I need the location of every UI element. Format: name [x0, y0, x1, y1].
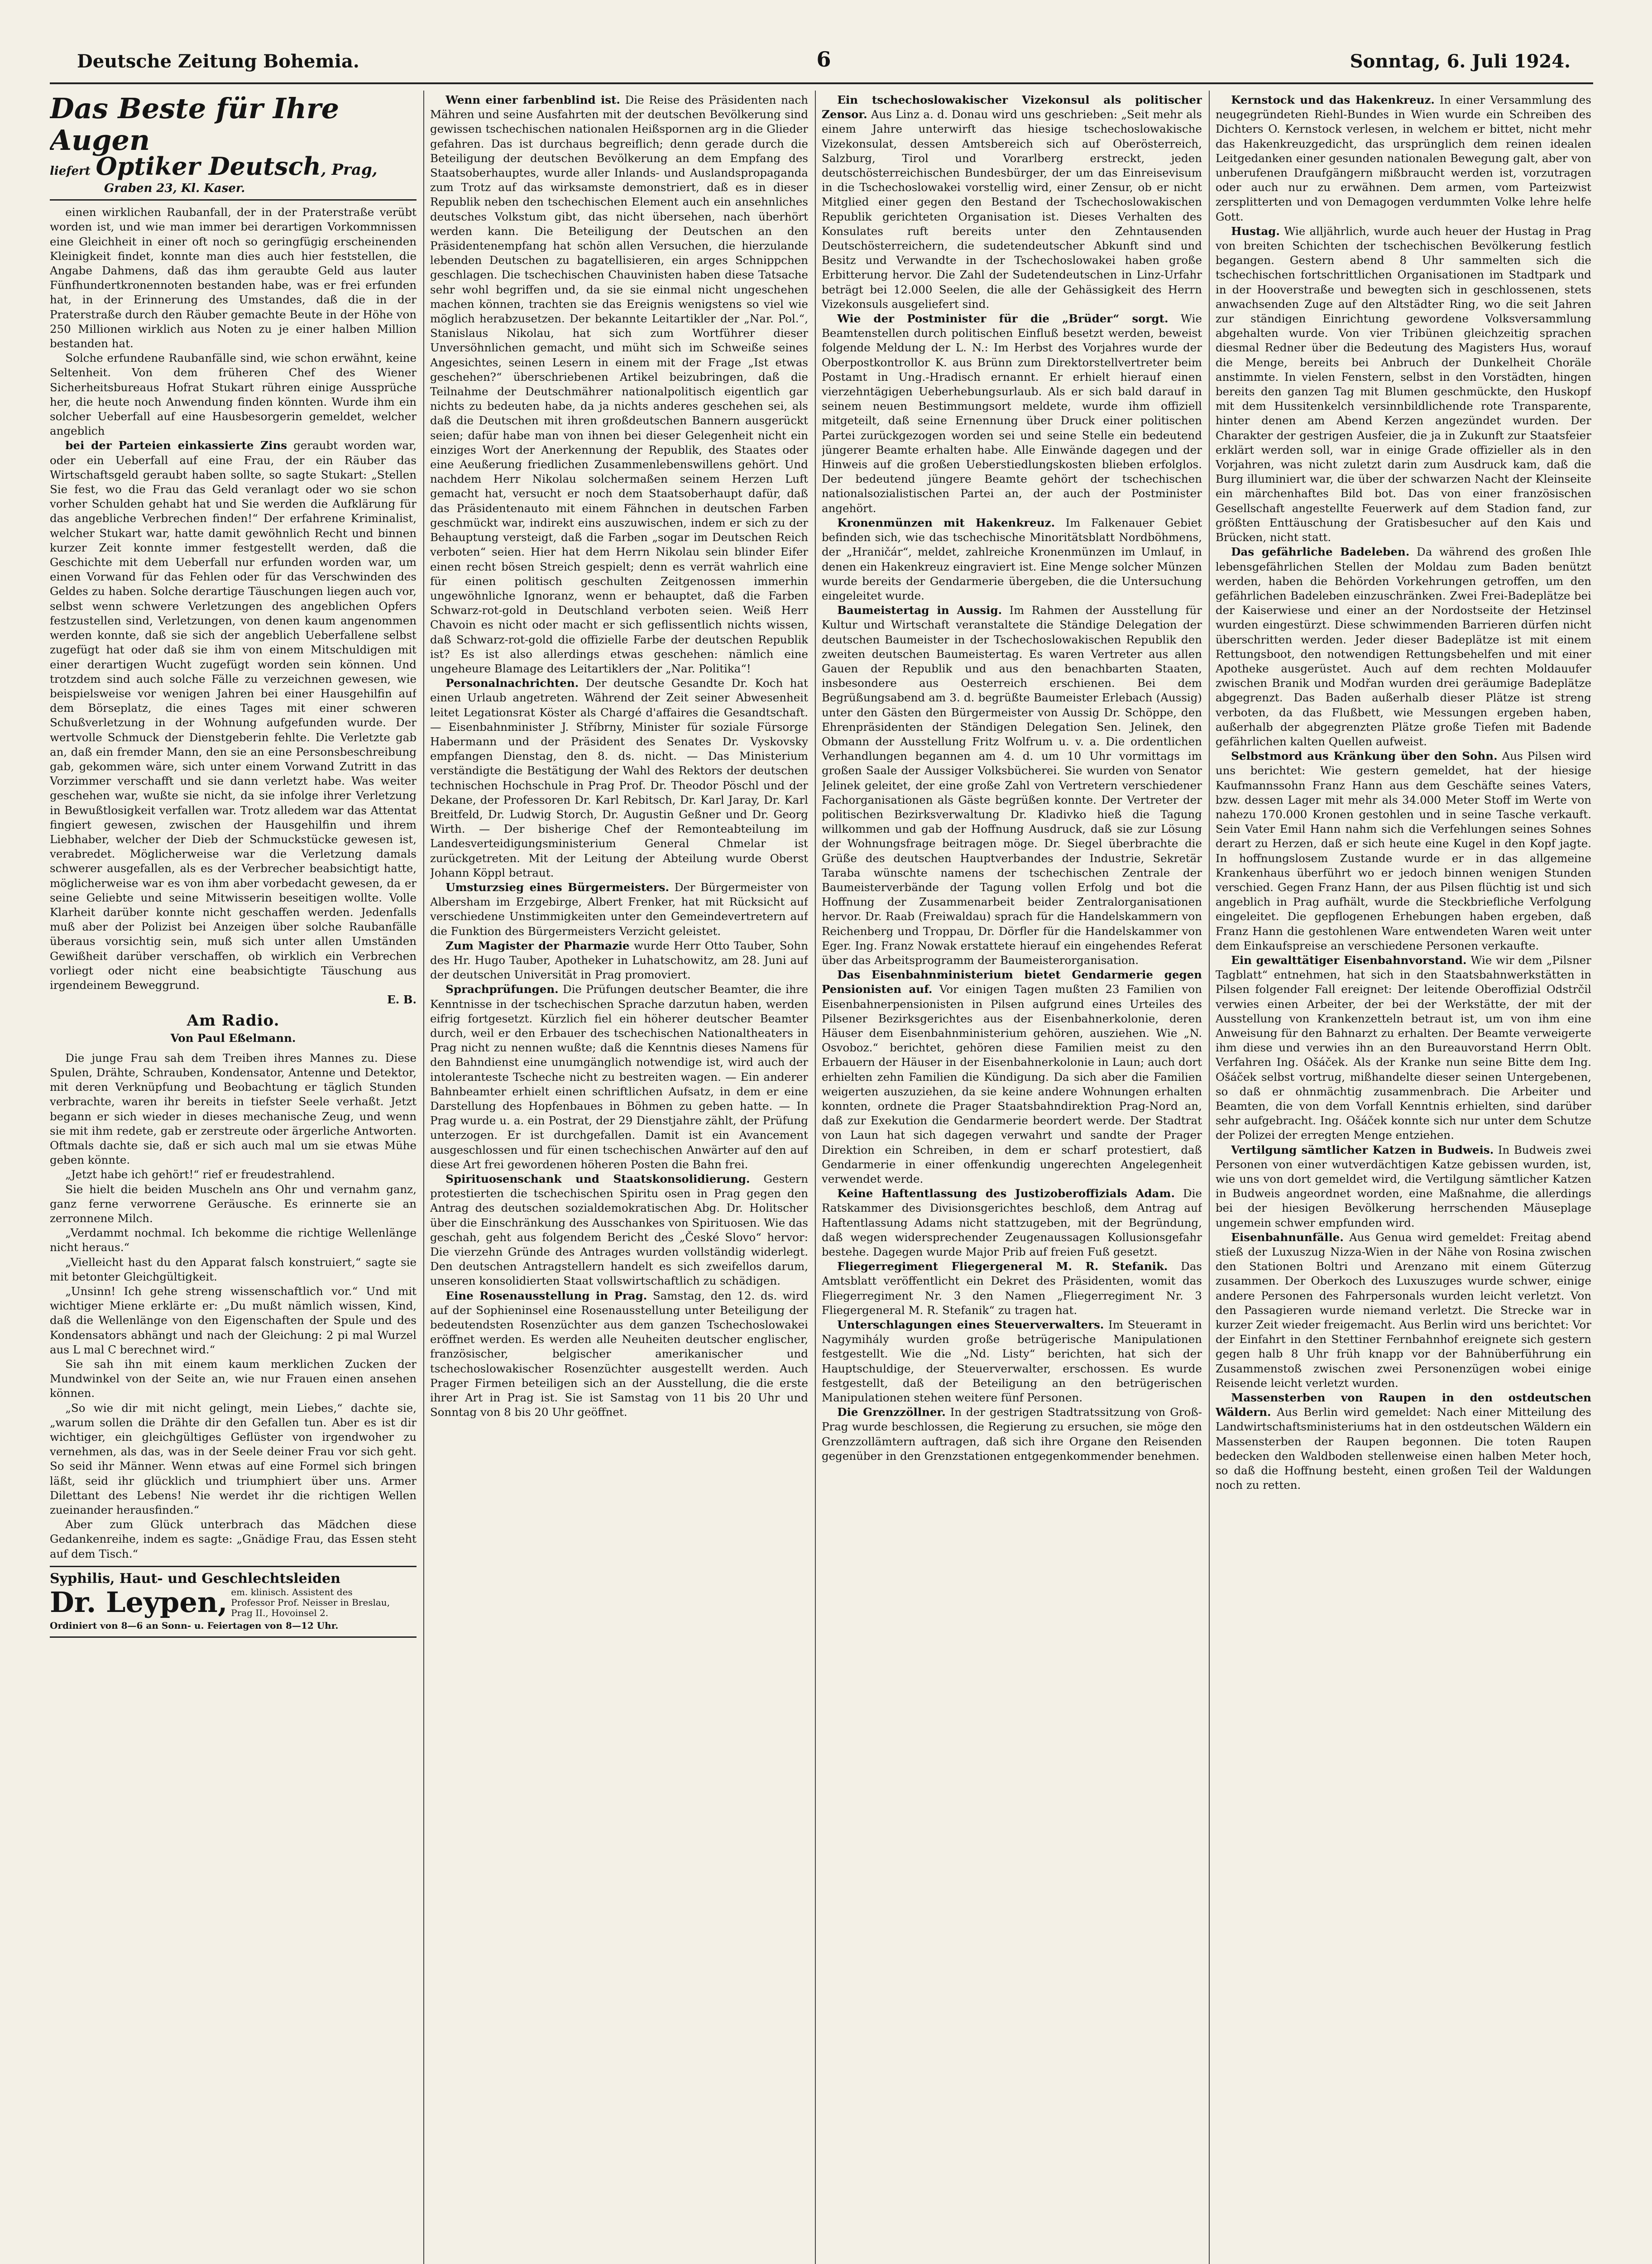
- paragraph: Solche erfundene Raubanfälle sind, wie schon erwähnt, keine Seltenheit. Von dem früheren Chef des Wiener Sicherheitsbureaus Hofrat Stukart rühren einige Aussprüche her, die heute noch Anwendung finden könnten. Wurde ihm ein solcher Ueberfall auf eine Hausbesorgerin gemeldet, welcher angeblich: [50, 351, 417, 438]
- news-item: [1216, 953, 1591, 1143]
- ad-details: em. klinisch. Assistent des Professor Prof. Neisser in Breslau, Prag II., Hovoinsel 2.: [231, 1586, 390, 1618]
- news-heading: Vertilgung sämtlicher Katzen in Budweis.: [1231, 1143, 1494, 1156]
- news-item: [822, 968, 1202, 1186]
- news-text: Das Amtsblatt veröffentlicht ein Dekret des Präsidenten, womit das Fliegerregiment Nr. 3 den Namen „Fliegerregiment Nr. 3 Fliegergeneral M. R. Stefanik“ zu tragen hat.: [822, 1260, 1202, 1317]
- news-item: [430, 93, 808, 676]
- news-text: Aus Genua wird gemeldet: Freitag abend stieß der Luxuszug Nizza-Wien in der Nähe von Rosina zwischen den Stationen Boltri und Arenzano mit einem Güterzug zusammen. Der Oberkoch des Luxuszuges wurde schwer, einige andere Personen des Fahrpersonals wurden leicht verletzt. Von den Passagieren wurde niemand verletzt. Die Strecke war in kurzer Zeit wieder freigemacht. Aus Berlin wird uns berichtet: Vor der Einfahrt in den Stettiner Fernbahnhof ereignete sich gestern gegen halb 8 Uhr früh knapp vor der Bahnüberführung ein Zusammenstoß zwischen zwei Personenzügen wobei einige Reisende leicht verletzt wurden.: [1216, 1230, 1591, 1390]
- news-text: Wie wir dem „Pilsner Tagblatt“ entnehmen, hat sich in den Staatsbahnwerkstätten in Pilsen folgender Fall ereignet: Der leitende Oberoffizial Odstrčil verwies einen Arbeiter, der bei der Werkstätte, der mit der Ausstellung von Krankenzetteln betraut ist, um von ihm eine Anweisung für den Bahnarzt zu erhalten. Der Beamte verweigerte ihm diese und verwies ihn an den Bureauvorstand Herrn Oblt. Verfahren Ing. Ošáček. Als der Kranke nun seine Bitte dem Ing. Ošáček selbst vortrug, mißhandelte dieser seinen Untergebenen, so daß er ohnmächtig zusammenbrach. Die Arbeiter und Beamten, die von dem Vorfall Kenntnis erhielten, sind darüber sehr aufgebracht. Ing. Ošáček konnte sich nur unter dem Schutze der Polizei der erregten Menge entziehen.: [1216, 953, 1591, 1142]
- news-heading: Personalnachrichten.: [445, 676, 579, 690]
- paragraph: „So wie dir mit nicht gelingt, mein Liebes,“ dachte sie, „warum sollen die Drähte dir den Gefallen tun. Aber es ist dir wichtiger, ein gleichgültiges Geflüster von irgendwoher zu vernehmen, als das, was in der Seele deiner Frau vor sich geht. So seid ihr Männer. Wenn etwas auf eine Formel sich bringen läßt, seid ihr glücklich und triumphiert über uns. Armer Dilettant des Lebens! Nie werdet ihr die richtigen Wellen zueinander herausfinden.“: [50, 1401, 417, 1517]
- news-item: [430, 676, 808, 880]
- paragraph: Aber zum Glück unterbrach das Mädchen diese Gedankenreihe, indem es sagte: „Gnädige Frau, das Essen steht auf dem Tisch.“: [50, 1518, 417, 1560]
- news-text: Aus Berlin wird gemeldet: Nach einer Mitteilung des Landwirtschaftsministeriums hat in den ostdeutschen Wäldern ein Massensterben der Raupen begonnen. Die toten Raupen bedecken den Waldboden stellenweise einen halben Meter hoch, so daß die Hoffnung besteht, einen großen Teil der Waldungen noch zu retten.: [1216, 1405, 1591, 1492]
- news-heading: Kronenmünzen mit Hakenkreuz.: [837, 516, 1055, 529]
- news-item: [822, 1318, 1202, 1405]
- news-text: Die Ratskammer des Divisionsgerichtes beschloß, dem Antrag auf Haftentlassung Adams nicht stattzugeben, mit der Begründung, daß wegen widersprechender Zeugenaussagen Kollusionsgefahr bestehe. Dagegen wurde Major Prib auf freien Fuß gesetzt.: [822, 1187, 1202, 1259]
- news-heading: Eisenbahnunfälle.: [1231, 1230, 1344, 1244]
- news-heading: Massensterben von Raupen in den ostdeutschen Wäldern.: [1216, 1391, 1591, 1419]
- news-text: Der Bürgermeister von Albersham im Erzgebirge, Albert Frenker, hat mit Rücksicht auf verschiedene Unstimmigkeiten unter den Gemeindevertretern auf die Funktion des Bürgermeisters Verzicht geleistet.: [430, 880, 808, 938]
- article-title: Am Radio.: [187, 1012, 280, 1030]
- news-text: Wie Beamtenstellen durch politischen Einfluß besetzt werden, beweist folgende Meldung der L. N.: Im Herbst des Vorjahres wurde der Oberpostkontrollor K. aus Brünn zum Direktorstellvertreter beim Postamt in Ung.-Hradisch ernannt. Er erhielt hierauf einen vierzehntägigen Ueberhebungsurlaub. Als er sich bald darauf in seinem neuen Bestimmungsort meldete, wurde ihm offiziell mitgeteilt, daß seine Ernennung über Druck einer politischen Partei zurückgezogen worden sei und seine Stelle ein bedeutend jüngerer Beamte erhalten habe. Alle Einwände dagegen und der Hinweis auf die großen Ueberstiedlungskosten blieben erfolglos. Der bedeutend jüngere Beamte gehört der tschechischen nationalsozialistischen Partei an, der auch der Postminister angehört.: [822, 312, 1202, 515]
- news-heading: Selbstmord aus Kränkung über den Sohn.: [1231, 749, 1498, 763]
- news-item: [1216, 1143, 1591, 1230]
- news-item: [822, 1186, 1202, 1259]
- news-text: In der gestrigen Stadtratssitzung von Groß-Prag wurde beschlossen, die Regierung zu ersuchen, sie möge den Grenzzollämtern auftragen, daß sich ihre Organe den Reisenden gegenüber in den Grenzstationen entgegenkommender benehmen.: [822, 1405, 1202, 1463]
- news-text: Da während des großen Ihle lebensgefährlichen Stellen der Moldau zum Baden benützt werden, haben die Behörden Vorkehrungen getroffen, um den gefährlichen Badeleben einzuschränken. Zwei Frei-Badeplätze bei der Kaiserwiese und einer an der Nordostseite der Hetzinsel wurden eingestürzt. Diese schwimmenden Barrieren dürfen nicht überschritten werden. Jeder dieser Badeplätze ist mit einem Rettungsboot, den notwendigen Rettungsbehelfen und mit einer Apotheke ausgerüstet. Auch auf dem rechten Moldauufer zwischen Branik und Modřan wurden drei geräumige Badeplätze abgegrenzt. Das Baden außerhalb dieser Plätze ist streng verboten, da das Flußbett, wie Messungen ergeben haben, außerhalb der abgegrenzten Plätze große Tiefen mit Badende gefährlichen kalten Quellen aufweist.: [1216, 545, 1591, 748]
- paragraph: „Vielleicht hast du den Apparat falsch konstruiert,“ sagte sie mit betonter Gleichgültigkeit.: [50, 1255, 417, 1283]
- news-text: In Budweis zwei Personen von einer wutverdächtigen Katze gebissen wurden, ist, wie uns von dort gemeldet wird, die Vertilgung sämtlicher Katzen in Budweis angeordnet worden, eine Maßnahme, die allerdings bei der hiesigen Bevölkerung herrschenden Mäuseplage ungemein schwer empfunden wird.: [1216, 1143, 1591, 1229]
- news-heading: Wenn einer farbenblind ist.: [445, 93, 620, 106]
- news-item: [430, 982, 808, 1172]
- column-1: [50, 93, 417, 2264]
- news-text: Im Rahmen der Ausstellung für Kultur und Wirtschaft veranstaltete die Ständige Delegation der deutschen Baumeister in der Tschechoslowakischen Republik den zweiten deutschen Baumeistertag. Es waren Vertreter aus allen Gauen der Republik und aus den benachbarten Staaten, insbesondere aus Oesterreich erschienen. Bei dem Begrüßungsabend am 3. d. begrüßte Baumeister Erlebach (Aussig) unter den Gästen den Bürgermeister von Aussig Dr. Schöppe, den Ehrenpräsidenten der Ständigen Delegation Sen. Jelinek, den Obmann der Ausstellung Fritz Wolfrum u. v. a. Die ordentlichen Verhandlungen begannen am 4. d. um 10 Uhr vormittags im großen Saale der Aussiger Volksbücherei. Sie wurden von Senator Jelinek geleitet, der eine große Zahl von Vertretern verschiedener Fachorganisationen als Gäste begrüßen konnte. Der Vertreter der politischen Bezirksverwaltung Dr. Kladivko hieß die Tagung willkommen und gab der Hoffnung Ausdruck, daß sie zur Lösung der Wohnungsfrage beitragen möge. Dr. Siegel überbrachte die Grüße des deutschen Hauptverbandes der Industrie, Sekretär Taraba wünschte namens der tschechischen Zentrale der Baumeisterverbände der Tagung vollen Erfolg und bot die Hoffnung der Zusammenarbeit beider Zentralorganisationen hervor. Dr. Raab (Freiwaldau) sprach für die Handelskammern von Reichenberg und Troppau, Dr. Dörfler für die Handelskammer von Eger. Ing. Franz Nowak erstattete hierauf ein eingehendes Referat über das Arbeitsprogramm der Baumeisterorganisation.: [822, 604, 1202, 967]
- news-heading: Ein gewalttätiger Eisenbahnvorstand.: [1231, 953, 1467, 967]
- paragraph-text: geraubt worden war, oder ein Ueberfall auf eine Frau, der ein Räuber das Wirtschaftsgeld geraubt haben sollte, so sagte Stukart: „Stellen Sie fest, wo die Frau das Geld veranlagt oder wo sie schon vorher Schulden gehabt hat und Sie werden die Aufklärung für das angebliche Verbrechen finden!“ Der erfahrene Kriminalist, welcher Stukart war, hatte damit gewöhnlich Recht und binnen kurzer Zeit konnte immer festgestellt werden, daß die Geschichte mit dem Ueberfall nur erfunden worden war, um einen Vorwand für das Fehlen oder für das Verschwinden des Geldes zu haben. Solche derartige Täuschungen liegen auch vor, selbst wenn schwere Verletzungen des angeblichen Opfers festzustellen sind, Verletzungen, von denen kaum angenommen werden konnte, daß sie sich der angeblich Ueberfallene selbst zugefügt hat oder daß sie ihm von einem Mitschuldigen mit einer derartigen Wucht zugefügt worden sein können. Und trotzdem sind auch solche Fälle zu verzeichnen gewesen, wie beispielsweise vor wenigen Jahren bei einer Hausgehilfin auf dem Börseplatz, die eines Tages mit einer schweren Schußverletzung in der Wohnung aufgefunden wurde. Der wertvolle Schmuck der Dienstgeberin fehlte. Die Verletzte gab an, daß ein fremder Mann, den sie an eine Personsbeschreibung gab, gekommen wäre, sich unter einem Vorwand Zutritt in das Vorzimmer verschafft und sie dann verletzt habe. Was weiter geschehen war, wußte sie nicht, da sie infolge ihrer Verletzung in Bewußtlosigkeit verfallen war. Trotz alledem war das Attentat fingiert gewesen, zwischen der Hausgehilfin und ihrem Liebhaber, welcher der Dieb der Schmuckstücke gewesen ist, verabredet. Möglicherweise war die Verletzung damals schwerer ausgefallen, als es der Verbrecher beabsichtigt hatte, möglicherweise war es von ihm aber vorbedacht gewesen, da er seine Geliebte und seine Mitwisserin beseitigen wollte. Volle Klarheit darüber konnte nicht geschaffen werden. Jedenfalls muß aber der Polizist bei Anzeigen über solche Raubanfälle überaus vorsichtig sein, muß sich unter allen Umständen Gewißheit darüber verschaffen, ob wirklich ein Verbrechen vorliegt oder nicht eine beabsichtigte Täuschung aus irgendeinem Beweggrund.: [50, 439, 417, 992]
- news-text: Vor einigen Tagen mußten 23 Familien von Eisenbahnerpensionisten in Pilsen aufgrund eines Urteiles des Pilsener Bezirksgerichtes aus der Eisenbahnerkolonie, deren Häuser dem Eisenbahnministerium gehören, ausziehen. Wie „N. Osvoboz.“ berichtet, gehören diese Familien meist zu den Erbauern der Häuser in der Eisenbahnerkolonie in Laun; auch dort erhielten zehn Familien die Kündigung. Da sich aber die Familien weigerten auszuziehen, da sie keine andere Wohnungen erhalten konnten, ordnete die Prager Staatsbahndirektion Prag-Nord an, daß zur Exekution die Gendarmerie beordert werde. Der Stadtrat von Laun hat sich dagegen verwahrt und sandte der Prager Direktion ein Schreiben, in dem er scharf protestiert, daß Gendarmerie in einer offenkundig ungerechten Angelegenheit verwendet werde.: [822, 983, 1202, 1186]
- issue-date: Sonntag, 6. Juli 1924.: [1350, 51, 1571, 72]
- news-item: [430, 939, 808, 983]
- news-heading: Baumeistertag in Aussig.: [837, 604, 1002, 617]
- news-text: Gestern protestierten die tschechischen Spiritu osen in Prag gegen den Antrag des deutschen sozialdemokratischen Abg. Dr. Holitscher über die Einschränkung des Ausschankes von Spirituosen. Wie das geschah, geht aus folgendem Bericht des „České Slovo“ hervor: Die vierzehn Gründe des Antrages wurden vollständig widerlegt. Den deutschen Antragstellern handelt es sich zweifellos darum, unseren konsolidierten Staat vollswirtschaftlich zu schädigen.: [430, 1172, 808, 1288]
- news-heading: Zum Magister der Pharmazie: [445, 939, 630, 952]
- news-heading: Das Eisenbahnministerium bietet Gendarmerie gegen Pensionisten auf.: [822, 968, 1202, 996]
- news-heading: Ein tschechoslowakischer Vizekonsul als politischer Zensor.: [822, 93, 1202, 121]
- masthead-left: Deutsche Zeitung Bohemia.: [77, 51, 359, 72]
- news-item: [822, 1259, 1202, 1318]
- news-item: [430, 1289, 808, 1420]
- byline: Von Paul Eßelmann.: [170, 1031, 296, 1045]
- news-item: [1216, 545, 1591, 749]
- paragraph: Sie sah ihn mit einem kaum merklichen Zucken der Mundwinkel von der Seite an, wie nur Frauen einen ansehen können.: [50, 1357, 417, 1400]
- news-heading: Wie der Postminister für die „Brüder“ sorgt.: [837, 312, 1168, 326]
- inline-heading: bei der Parteien einkassierte Zins: [65, 439, 287, 452]
- news-text: Aus Linz a. d. Donau wird uns geschrieben: „Seit mehr als einem Jahre unterwirft das hiesige tschechoslowakische Vizekonsulat, dessen Amtsbereich sich auf Oberösterreich, Salzburg, Tirol und Vorarlberg erstreckt, jeden deutschösterreichischen Bundesbürger, der um das Einreisevisum in die Tschechoslowakei vorstellig wird, einer Zensur, ob er nicht Mitglied einer gegen den Bestand der Tschechoslowakischen Republik gerichteten Organisation ist. Dieses Verhalten des Konsulates ruft bereits unter den Zehntausenden Deutschösterreichern, die sudetendeutscher Abkunft sind und Besitz und Verwandte in der Tschechoslowakei haben große Erbitterung hervor. Die Zahl der Sudetendeutschen in Linz-Urfahr beträgt bei 12.000 Seelen, die alle der Gehässigkeit des Herrn Vizekonsuls ausgeliefert sind.: [822, 108, 1202, 311]
- ad-prefix: liefert: [50, 164, 91, 178]
- news-item: [1216, 749, 1591, 953]
- news-heading: Das gefährliche Badeleben.: [1231, 545, 1410, 559]
- news-heading: Hustag.: [1231, 224, 1280, 238]
- news-item: [430, 880, 808, 939]
- ad-hours: Ordiniert von 8—6 an Sonn- u. Feiertagen von 8—12 Uhr.: [50, 1620, 339, 1631]
- news-heading: Kernstock und das Hakenkreuz.: [1231, 93, 1435, 106]
- column-3: [822, 93, 1202, 2264]
- news-item: [430, 1172, 808, 1289]
- news-text: Aus Pilsen wird uns berichtet: Wie gestern gemeldet, hat der hiesige Kaufmannssohn Franz Hann aus dem Geschäfte seines Vaters, bzw. dessen Lager mit mehr als 34.000 Meter Stoff im Werte von nahezu 170.000 Kronen gestohlen und in seine Tasche verkauft. Sein Vater Emil Hann nahm sich die Verfehlungen seines Sohnes derart zu Herzen, daß er sich heute eine Kugel in den Kopf jagte. In hoffnungslosem Zustande wurde er in das allgemeine Krankenhaus überführt wo er jedoch binnen wenigen Stunden verschied. Gegen Franz Hann, der aus Pilsen flüchtig ist und sich angeblich in Prag aufhält, wurde die Steckbriefliche Verfolgung eingeleitet. Die gepflogenen Erhebungen haben ergeben, daß Franz Hann die gestohlenen Ware entwendeten Waren weit unter dem Einkaufspreise an verschiedene Personen verkaufte.: [1216, 749, 1591, 952]
- paragraph: „Jetzt habe ich gehört!“ rief er freudestrahlend.: [65, 1168, 335, 1181]
- news-item: [1216, 1230, 1591, 1391]
- news-text: Samstag, den 12. ds. wird auf der Sophieninsel eine Rosenausstellung unter Beteiligung der bedeutendsten Rosenzüchter aus dem ganzen Tschechoslowakei eröffnet werden. Es werden alle Neuheiten deutscher englischer, französischer, belgischer amerikanischer und tschechoslowakischer Rosenzüchter ausgestellt werden. Auch Prager Firmen beteiligen sich an der Ausstellung, die die erste ihrer Art in Prag ist. Sie ist Samstag von 11 bis 20 Uhr und Sonntag von 8 bis 20 Uhr geöffnet.: [430, 1289, 808, 1419]
- column-2: [430, 93, 808, 2264]
- news-heading: Die Grenzzöllner.: [837, 1405, 946, 1419]
- news-text: wurde Herr Otto Tauber, Sohn des Hr. Hugo Tauber, Apotheker in Luhatschowitz, am 28. Juni auf der deutschen Universität in Prag promoviert.: [430, 939, 808, 982]
- news-text: Wie alljährlich, wurde auch heuer der Hustag in Prag von breiten Schichten der tschechischen Bevölkerung festlich begangen. Gestern abend 8 Uhr sammelten sich die tschechischen fortschrittlichen Organisationen im Stadtpark und in der Hooverstraße und bewegten sich in geschlossenen, stets anwachsenden Zuge auf den Altstädter Ring, wo die seit Jahren zur ständigen Einrichtung gewordene Volksversammlung abgehalten wurde. Von vier Tribünen gleichzeitig sprachen diesmal Redner über die Bedeutung des Magisters Hus, worauf die Menge, bereits bei Anbruch der Dunkelheit Chorälе anstimmte. In vielen Fenstern, selbst in den Vorstädten, hingen bereits den ganzen Tag mit Blumen geschmückte, den Huskopf mit dem Hussitenkelch versinnbildlichende rote Transparente, hinter denen am Abend Kerzen angezündet wurden. Der Charakter der gestrigen Ausfeier, die ja in Zukunft zur Staatsfeier erklärt werden soll, war in einige Grade offizieller als in den Vorjahren, was nicht zuletzt darin zum Ausdruck kam, daß die Burg illuminiert war, die über der schwarzen Nacht der Kleinseite ein märchenhaftes Bild bot. Das von einer französischen Gesellschaft angestellte Feuerwerk auf dem Stadion fand, zur größten Enttäuschung der Gratisbesucher auf den Kais und Brücken, nicht statt.: [1216, 224, 1591, 544]
- news-text: Der deutsche Gesandte Dr. Koch hat einen Urlaub angetreten. Während der Zeit seiner Abwesenheit leitet Legationsrat Köster als Chargé d'affaires die Gesandtschaft. — Eisenbahnminister J. Stříbrny, Minister für soziale Fürsorge Habermann und der Präsident des Senates Dr. Vyskovsky empfangen Dienstag, den 8. ds. nicht. — Das Ministerium verständigte die Bestätigung der Wahl des Rektors der deutschen technischen Hochschule in Prag Prof. Dr. Theodor Pöschl und der Dekane, der Professoren Dr. Karl Rebitsch, Dr. Karl Jaray, Dr. Karl Breitfeld, Dr. Ludwig Storch, Dr. Augustin Geßner und Dr. Georg Wirth. — Der bisherige Chef der Remonteabteilung im Landesverteidigungsministerium General Chmelar ist zurückgetreten. Mit der Leitung der Abteilung wurde Oberst Johann Köppl betraut.: [430, 676, 808, 879]
- paragraph: „Unsinn! Ich gehe streng wissenschaftlich vor.“ Und mit wichtiger Miene erklärte er: „Du mußt nämlich wissen, Kind, daß die Wellenlänge von den Eigenschaften der Spule und des Kondensators abhängt und nach der Gleichung: 2 pi mal Wurzel aus L mal C berechnet wird.“: [50, 1285, 417, 1356]
- column-divider: [423, 91, 424, 2264]
- page-header: [77, 41, 1571, 77]
- news-heading: Fliegerregiment Fliegergeneral M. R. Stefanik.: [837, 1260, 1168, 1273]
- news-text: Die Reise des Präsidenten nach Mähren und seine Ausfahrten mit der deutschen Bevölkerung sind gewissen tschechischen nationalen Heißspornen arg in die Glieder gefahren. Das ist durchaus begreiflich; denn gerade durch die Beteiligung der deutschen Bevölkerung an dem Empfang des Staatsoberhauptes, wurde aller Inlands- und Auslandspropaganda zum Trotz auf das wirksamste demonstriert, daß es in dieser Republik neben den tschechischen Element auch ein ansehnliches deutsches Volkstum gibt, das nicht übersehen, nach überhört werden kann. Die Beteiligung der Deutschen an den Präsidentenempfang hat schön allen Versuchen, die hierzulande lebenden Deutschen zu bagatellisieren, ein arges Schnippchen geschlagen. Die tschechischen Chauvinisten haben diese Tatsache sehr wohl begriffen und, da sie sie einmal nicht ungeschehen machen können, trachten sie das Ereignis wenigstens so viel wie möglich herabzusetzen. Der bekannte Leitartikler der „Nar. Pol.“, Stanislaus Nikolau, hat sich zum Wortführer dieser Unversöhnlichen gemacht, und müht sich im Schweiße seines Angesichtes, seinen Lesern in einem mit der Frage „Ist etwas geschehen?“ überschriebenen Artikel beizubringen, daß die Teilnahme der Deutschmährer nationalpolitisch eigentlich gar nichts zu bedeuten habe, da ja nichts anderes geschehen sei, als daß die Deutschen mit ihren großdeutschen Bannern ausgerückt seien; dafür habe man von ihnen bei dieser Gelegenheit nicht ein einziges Wort der Anerkennung der Republik, des Staates oder eine Aeußerung friedlichen Zusammenlebenswillens gehört. Und nachdem Herr Nikolau solchermaßen seinem Herzen Luft gemacht hat, versucht er noch dem Staatsoberhaupt dafür, daß das Präsidentenauto mit einem Fähnchen in deutschen Farben geschmückt war, indirekt eins auszuwischen, indem er sich zu der Behauptung versteigt, daß die Farben „sogar im Deutschen Reich verboten“ seien. Hier hat dem Herrn Nikolau sein blinder Eifer einen recht bösen Streich gespielt; denn es verrät wahrlich eine für einen politisch geschulten Zeitgenossen immerhin ungewöhnliche Ignoranz, wenn er behauptet, daß die Farben Schwarz-rot-gold in Deutschland verboten seien. Weiß Herr Chavoin es nicht oder macht er sich geflissentlich nichts wissen, daß Schwarz-rot-gold die offizielle Farbe der deutschen Republik ist? Es ist also allerdings etwas geschehen: nämlich eine ungeheure Blamage des Leitartiklers der „Nar. Politika“!: [430, 93, 808, 675]
- ad-doctor-name: Dr. Leypen,: [50, 1586, 228, 1619]
- news-heading: Spirituosenschank und Staatskonsolidierung.: [445, 1172, 750, 1186]
- paragraph: „Verdammt nochmal. Ich bekomme die richtige Wellenlänge nicht heraus.“: [50, 1226, 417, 1254]
- news-heading: Sprachprüfungen.: [445, 983, 559, 996]
- page-number: 6: [816, 47, 831, 72]
- ad-city: , Prag,: [321, 161, 378, 179]
- news-item: [1216, 224, 1591, 545]
- column-divider: [815, 91, 816, 2264]
- ad-address: Graben 23, Kl. Kaser.: [104, 182, 245, 195]
- ad-title: Syphilis, Haut- und Geschlechtsleiden: [50, 1570, 340, 1587]
- news-heading: Eine Rosenausstellung in Prag.: [445, 1289, 647, 1302]
- ad-headline: Das Beste für Ihre Augen: [50, 93, 340, 157]
- paragraph: einen wirklichen Raubanfall, der in der Praterstraße verübt worden ist, und wie man immer bei derartigen Vorkommnissen eine Gleichheit in einer oft noch so geringfügig erscheinenden Kleinigkeit findet, konnte man dies auch hier feststellen, die Angabe Dahmens, daß das ihm geraubte Geld aus lauter Fünfhundertkronennoten bestanden habe, was er frei erfunden hat, in der Erinnerung des Umstandes, daß die in der Praterstraße durch den Räuber gemachte Beute in der Höhe von 250 Millionen wirklich aus Noten zu je einer halben Million bestanden hat.: [50, 206, 417, 350]
- optiker-advertisement: [50, 93, 417, 201]
- news-heading: Umsturzsieg eines Bürgermeisters.: [445, 880, 669, 894]
- news-heading: Unterschlagungen eines Steuerverwalters.: [837, 1318, 1104, 1332]
- news-item: [822, 1405, 1202, 1463]
- ad-line: [50, 152, 417, 181]
- column-4: [1216, 93, 1591, 2264]
- paragraph: [50, 438, 417, 993]
- news-text: In einer Versammlung des neugegründeten Riehl-Bundes in Wien wurde ein Schreiben des Dichters O. Kernstock verlesen, in welchem er bittet, nicht mehr das Hakenkreuzgedicht, das ursprünglich dem reinen idealen Leitgedanken einer gesunden nationalen Bewegung galt, aber von unberufenen Draufgängern mißbraucht werden ist, vorzutragen oder auch nur zu erwähnen. Dem armen, vom Parteizwist zersplitterten und von Demagogen verdummten Volke lehre helfe Gott.: [1216, 93, 1591, 223]
- ad-name: Optiker Deutsch: [96, 152, 321, 181]
- leypen-advertisement: [50, 1566, 417, 1638]
- news-text: Im Falkenauer Gebiet befinden sich, wie das tschechische Minoritätsblatt Nordböhmens, der „Hraničár“, meldet, zahlreiche Kronenmünzen im Umlauf, in denen ein Hakenkreuz eingraviert ist. Eine Menge solcher Münzen wurde bereits der Gendarmerie übergeben, die die Untersuchung eingeleitet wurde.: [822, 516, 1202, 602]
- news-heading: Keine Haftentlassung des Justizoberoffizials Adam.: [837, 1187, 1175, 1200]
- paragraph: Sie hielt die beiden Muscheln ans Ohr und vernahm ganz, ganz ferne verworrene Geräusche. Es erinnerte sie an zerronnene Milch.: [50, 1182, 417, 1225]
- signature: E. B.: [387, 993, 417, 1007]
- news-item: [1216, 1391, 1591, 1492]
- news-item: [822, 516, 1202, 603]
- news-item: [822, 312, 1202, 516]
- header-rule: [50, 82, 1593, 84]
- paragraph: Die junge Frau sah dem Treiben ihres Mannes zu. Diese Spulen, Drähte, Schrauben, Kondensator, Antenne und Detektor, mit deren Verknüpfung und Beobachtung er täglich Stunden verbrachte, waren ihr bereits in tiefster Seele verhaßt. Jetzt begann er sich wieder in dieses mechanische Zeug, und wenn sie mit ihm redete, gab er zerstreute oder ärgerliche Antworten. Oftmals dachte sie, daß er sich auch mal um sie etwas Mühe geben könnte.: [50, 1051, 417, 1167]
- column-divider: [1209, 91, 1210, 2264]
- news-text: Die Prüfungen deutscher Beamter, die ihre Kenntnisse in der tschechischen Sprache darzutun haben, werden eifrig fortgesetzt. Kürzlich fiel ein höherer deutscher Beamter durch, weil er den Erbauer des tschechischen Nationaltheaters in Prag nicht zu nennen wußte; daß die Kenntnis dieses Namens für den Bahndienst eine unumgänglich notwendige ist, wird auch der intoleranteste Tscheche nicht zu bestreiten wagen. — Ein anderer Bahnbeamter erhielt einen schriftlichen Aufsatz, in dem er eine Darstellung des Hopfenbaues in Böhmen zu geben hatte. — In Prag wurde u. a. ein Postrat, der 29 Dienstjahre zählt, der Prüfung unterzogen. Er ist durchgefallen. Damit ist ein Avancement ausgeschlossen und für einen tschechischen Anwärter auf den auf diese Art frei gewordenen höheren Posten die Bahn frei.: [430, 983, 808, 1171]
- news-item: [822, 603, 1202, 968]
- news-text: Im Steueramt in Nagymihály wurden große betrügerische Manipulationen festgestellt. Wie die „Nd. Listy“ berichten, hat sich der Hauptschuldige, der Steuerverwalter, erschossen. Es wurde festgestellt, daß der Beteiligung an den betrügerischen Manipulationen stehen weitere fünf Personen.: [822, 1318, 1202, 1405]
- news-item: [1216, 93, 1591, 224]
- news-item: [822, 93, 1202, 312]
